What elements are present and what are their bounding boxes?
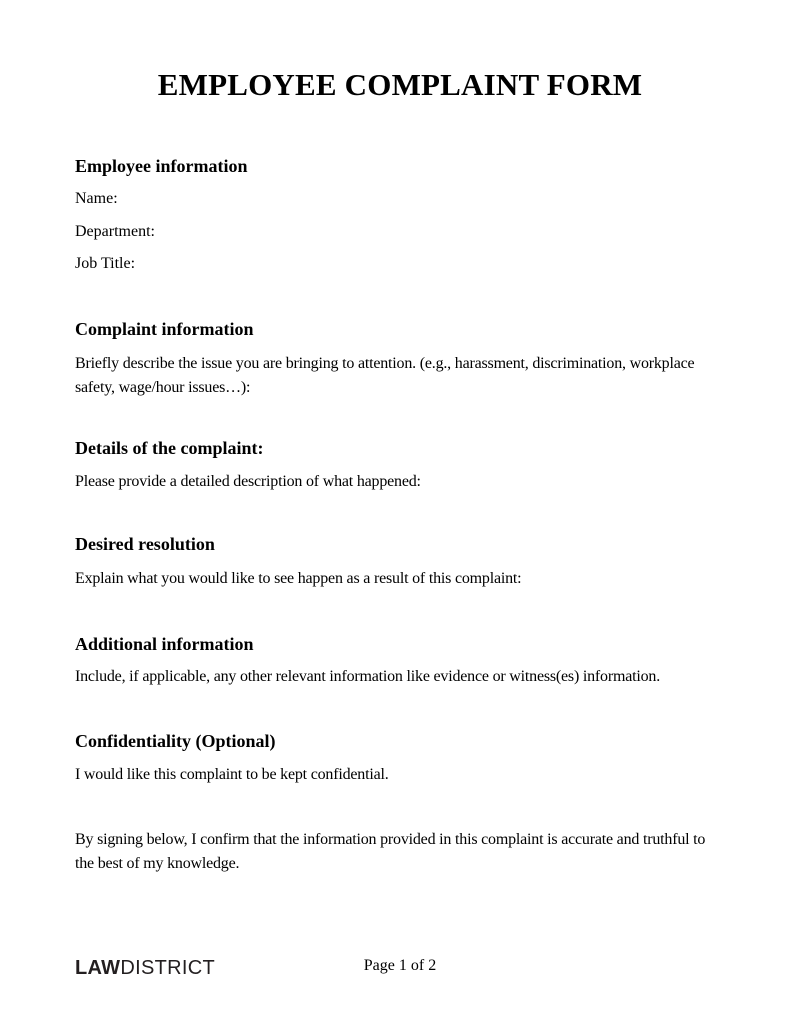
section-heading-additional-information: Additional information (75, 634, 254, 654)
section-heading-employee-information: Employee information (75, 156, 248, 176)
section-heading-details-of-complaint: Details of the complaint: (75, 438, 264, 458)
field-label-department: Department: (75, 223, 155, 240)
section-heading-desired-resolution: Desired resolution (75, 534, 215, 554)
logo-text-law: LAW (75, 957, 121, 979)
complaint-information-description: Briefly describe the issue you are bringing to attention. (e.g., harassment, discrimination, workplace safety, wage/hour issues…): (75, 355, 695, 396)
signature-declaration: By signing below, I confirm that the information provided in this complaint is accurate and truthful to the best of my knowledge. (75, 831, 706, 872)
additional-information-description: Include, if applicable, any other relevant information like evidence or witness(es) information. (75, 668, 661, 685)
field-label-name: Name: (75, 190, 118, 207)
page-indicator: Page 1 of 2 (363, 957, 437, 974)
section-heading-confidentiality: Confidentiality (Optional) (75, 731, 276, 751)
section-heading-complaint-information: Complaint information (75, 319, 254, 339)
confidentiality-statement: I would like this complaint to be kept confidential. (75, 766, 389, 783)
field-label-job-title: Job Title: (75, 255, 136, 272)
logo-text-district: DISTRICT (120, 957, 215, 979)
details-of-complaint-description: Please provide a detailed description of what happened: (75, 473, 421, 490)
desired-resolution-description: Explain what you would like to see happen as a result of this complaint: (75, 570, 522, 587)
page-title: EMPLOYEE COMPLAINT FORM (157, 67, 643, 102)
